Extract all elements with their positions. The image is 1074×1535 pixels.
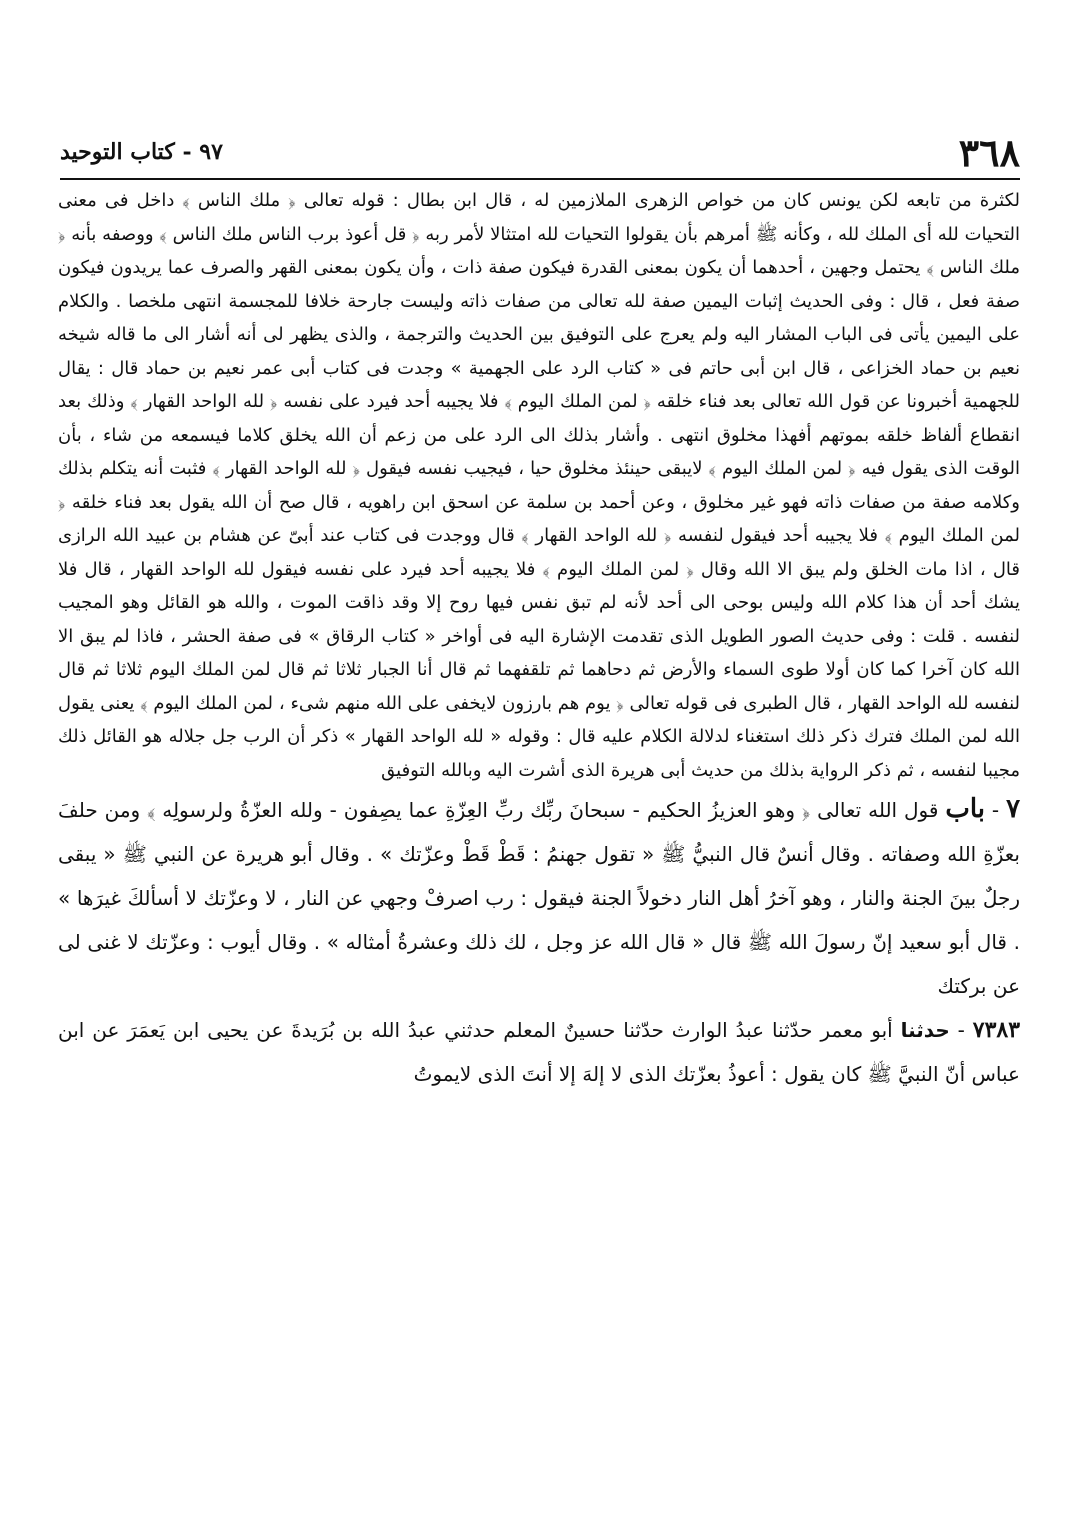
page-header (60, 130, 1020, 176)
hadith-paragraph (58, 1008, 1020, 1096)
chapter-title: ٩٧ - كتاب التوحيد (60, 139, 223, 165)
page-number: ٣٦٨ (958, 130, 1020, 175)
hadith-text: أبو معمر حدّثنا عبدُ الوارث حدّثنا حسينٌ المعلم حدثني عبدُ الله بن بُرَيدةَ عن يحيى ابن يَعمَرَ عن ابن عباس أنّ النبيَّ ﷺ كان يقول : أعوذُ بعزّتك الذى لا إلهَ إلا أنتَ الذى لايموتُ (58, 1018, 1020, 1086)
hadith-dash: - (957, 1018, 965, 1042)
hadith-haddathana: حدثنا (900, 1018, 950, 1042)
page-body (58, 184, 1020, 1096)
commentary-paragraph: لكثرة من تابعه لكن يونس كان من خواص الزهرى الملازمين له ، قال ابن بطال : قوله تعالى ﴿ ملك الناس ﴾ داخل فى معنى التحيات لله أى الملك لله ، وكأنه ﷺ أمرهم بأن يقولوا التحيات لله امتثالا لأمر ربه ﴿ قل أعوذ برب الناس ملك الناس ﴾ ووصفه بأنه ﴿ ملك الناس ﴾ يحتمل وجهين ، أحدهما أن يكون بمعنى القدرة فيكون صفة ذات ، وأن يكون بمعنى القهر والصرف عما يريدون فيكون صفة فعل ، قال : وفى الحديث إثبات اليمين صفة لله تعالى من صفات ذاته وليست جارحة خلافا للمجسمة انتهى ملخصا . والكلام على اليمين يأتى فى الباب المشار اليه ولم يعرج على التوفيق بين الحديث والترجمة ، والذى يظهر لى أنه أشار الى ما قاله شيخه نعيم بن حماد الخزاعى ، قال ابن أبى حاتم فى « كتاب الرد على الجهمية » وجدت فى كتاب أبى عمر نعيم بن حماد قال : يقال للجهمية أخبرونا عن قول الله تعالى بعد فناء خلقه ﴿ لمن الملك اليوم ﴾ فلا يجيبه أحد فيرد على نفسه ﴿ لله الواحد القهار ﴾ وذلك بعد انقطاع ألفاظ خلقه بموتهم أفهذا مخلوق انتهى . وأشار بذلك الى الرد على من زعم أن الله يخلق كلاما فيسمعه من شاء ، بأن الوقت الذى يقول فيه ﴿ لمن الملك اليوم ﴾ لايبقى حينئذ مخلوق حيا ، فيجيب نفسه فيقول ﴿ لله الواحد القهار ﴾ فثبت أنه يتكلم بذلك وكلامه صفة من صفات ذاته فهو غير مخلوق ، وعن أحمد بن سلمة عن اسحق ابن راهويه ، قال صح أن الله يقول بعد فناء خلقه ﴿ لمن الملك اليوم ﴾ فلا يجيبه أحد فيقول لنفسه ﴿ لله الواحد القهار ﴾ قال ووجدت فى كتاب عند أبىّ عن هشام بن عبيد الله الرازى قال ، اذا مات الخلق ولم يبق الا الله وقال ﴿ لمن الملك اليوم ﴾ فلا يجيبه أحد فيرد على نفسه فيقول لله الواحد القهار ، قال فلا يشك أحد أن هذا كلام الله وليس بوحى الى أحد لأنه لم تبق نفس فيها روح إلا وقد ذاقت الموت ، والله هو القائل وهو المجيب لنفسه . قلت : وفى حديث الصور الطويل الذى تقدمت الإشارة اليه فى أواخر « كتاب الرقاق » فى صفة الحشر ، فاذا لم يبق الا الله كان آخرا كما كان أولا طوى السماء والأرض ثم دحاهما ثم تلقفهما ثم قال أنا الجبار ثلاثا ثم قال لمن الملك اليوم ثلاثا ثم قال لنفسه لله الواحد القهار ، قال الطبرى فى قوله تعالى ﴿ يوم هم بارزون لايخفى على الله منهم شىء ، لمن الملك اليوم ﴾ يعنى يقول الله لمن الملك فترك ذكر ذلك استغناء لدلالة الكلام عليه قال : وقوله « لله الواحد القهار » ذكر أن الرب جل جلاله هو القائل ذلك مجيبا لنفسه ، ثم ذكر الرواية بذلك من حديث أبى هريرة الذى أشرت اليه وبالله التوفيق (58, 190, 1020, 781)
bab-word: باب (945, 794, 985, 824)
bab-number: ٧ (1006, 794, 1021, 824)
bab-text: قول الله تعالى ﴿ وهو العزيزُ الحكيم - سبحانَ ربِّك ربِّ العِزّةِ عما يصِفون - ولله العزّةُ ولرسولِه ﴾ ومن حلفَ بعزّةِ الله وصفاته . وقال أنسٌ قال النبيُّ ﷺ « تقول جهنمُ : قَطْ قَطْ وعزّتك » . وقال أبو هريرة عن النبي ﷺ « يبقى رجلٌ بينَ الجنة والنار ، وهو آخرُ أهل النار دخولاً الجنة فيقول : رب اصرفْ وجهي عن النار ، لا وعزّتك لا أسألكَ غيرَها » . قال أبو سعيد إنّ رسولَ الله ﷺ قال « قال الله عز وجل ، لك ذلك وعشرةُ أمثاله » . وقال أيوب : وعزّتك لا غنى لى عن بركتك (58, 798, 1020, 998)
header-divider (60, 178, 1020, 180)
hadith-number: ٧٣٨٣ (972, 1017, 1021, 1043)
bab-heading: ٧ - باب قول الله تعالى ﴿ وهو العزيزُ الحكيم - سبحانَ ربِّك ربِّ العِزّةِ عما يصِفون - ولله العزّةُ ولرسولِه ﴾ ومن حلفَ بعزّةِ الله وصفاته . وقال أنسٌ قال النبيُّ ﷺ « تقول جهنمُ : قَطْ قَطْ وعزّتك » . وقال أبو هريرة عن النبي ﷺ « يبقى رجلٌ بينَ الجنة والنار ، وهو آخرُ أهل النار دخولاً الجنة فيقول : رب اصرفْ وجهي عن النار ، لا وعزّتك لا أسألكَ غيرَها » . قال أبو سعيد إنّ رسولَ الله ﷺ قال « قال الله عز وجل ، لك ذلك وعشرةُ أمثاله » . وقال أيوب : وعزّتك لا غنى لى عن بركتك (58, 794, 1021, 998)
